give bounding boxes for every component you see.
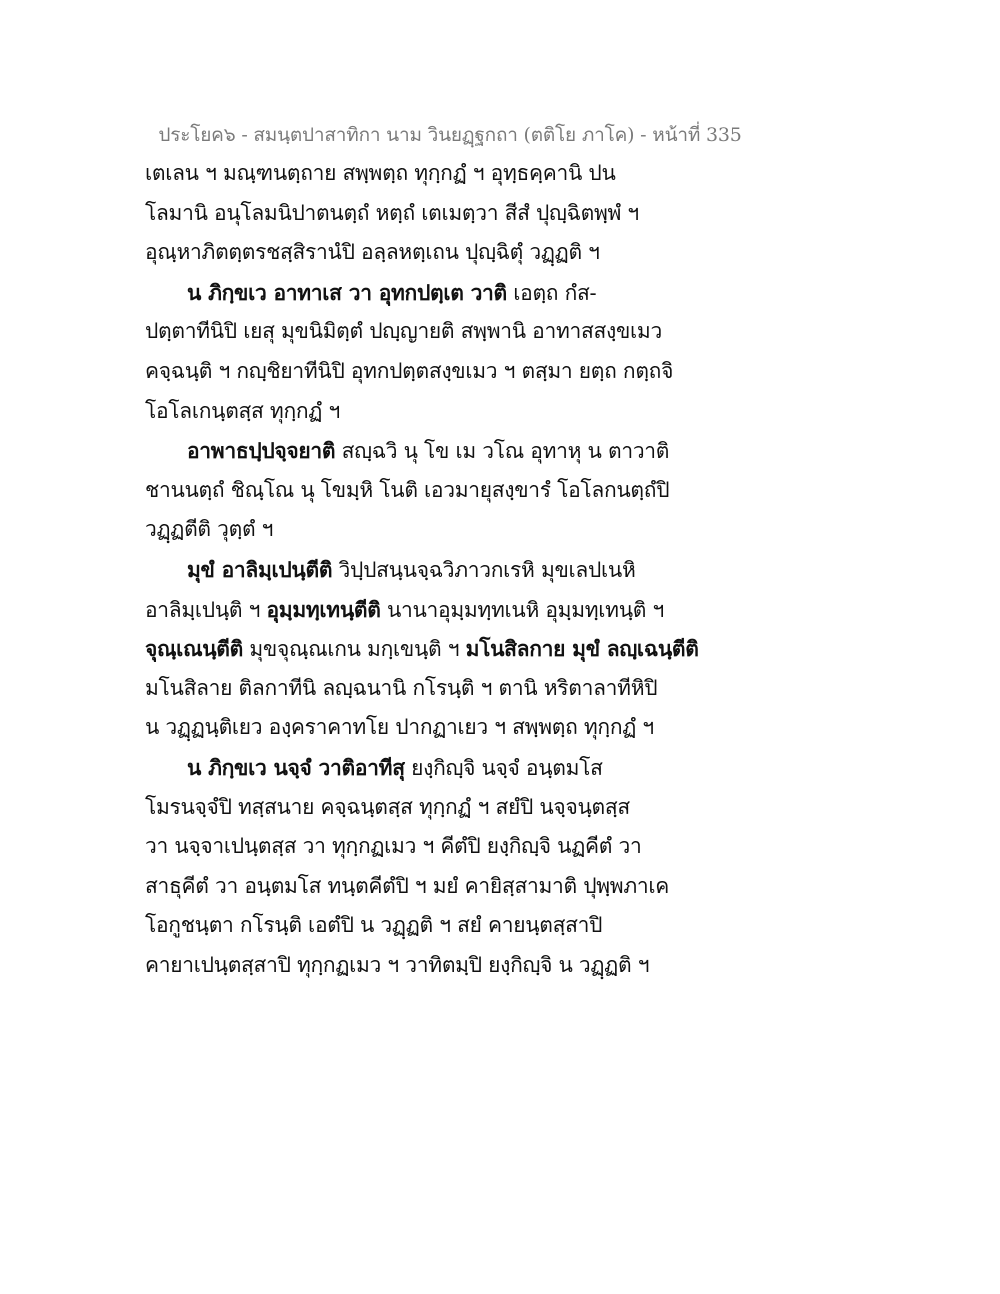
text-line: [145, 867, 675, 907]
bold-term: จุณฺเณนฺตีติ: [145, 636, 243, 662]
text-run: ปตฺตาทีนิปิ เยสุ มุขนิมิตฺตํ ปญฺญายติ สพฺพานิ อาทาสสงฺขเมว: [145, 319, 662, 344]
text-line: [145, 194, 675, 234]
text-run: โลมานิ อนุโลมนิปาตนตฺถํ หตฺถํ เตเมตฺวา สีสํ ปุญฺฉิตพฺพํ ฯ: [145, 200, 639, 225]
text-run: อุณฺหาภิตตฺตรชสฺสิรานํปิ อลฺลหตฺเถน ปุญฺฉิตุํ วฏฺฏติ ฯ: [145, 240, 600, 265]
text-line: [145, 471, 675, 511]
text-run: โอโลเกนฺตสฺส ทุกฺกฏํ ฯ: [145, 398, 340, 423]
text-run: อาลิมฺเปนฺติ ฯ: [145, 597, 267, 622]
text-line: [145, 154, 675, 194]
text-line: [145, 590, 675, 630]
bold-term: มุขํ อาลิมฺเปนฺตีติ: [187, 556, 333, 582]
running-header: ประโยค๖ - สมนฺตปาสาทิกา นาม วินยฏฺฐกถา (ตติโย ภาโค) - หน้าที่ 335: [158, 124, 742, 146]
bold-term: น ภิกฺขเว อาทาเส วา อุทกปตฺเต วาติ: [187, 279, 507, 305]
text-run: เอตฺถ กํส-: [506, 280, 597, 305]
text-run: นานาอุมฺมทฺทเนหิ อุมฺมทฺเทนฺติ ฯ: [380, 597, 664, 622]
text-line: [145, 392, 675, 432]
bold-term: อุมฺมทฺเทนฺตีติ: [266, 596, 381, 622]
text-run: สญฺฉวิ นุ โข เม วโณ อุทาหุ น ตาวาติ: [335, 439, 670, 464]
body-text: [145, 154, 699, 985]
text-line: [145, 352, 675, 392]
text-run: วฏฺฏตีติ วุตฺตํ ฯ: [145, 517, 274, 542]
text-run: วา นจฺจาเปนฺตสฺส วา ทุกฺกฏเมว ฯ คีตํปิ ยงฺกิญฺจิ นฏคีตํ วา: [145, 834, 642, 859]
text-line: [145, 629, 699, 669]
text-run: มโนสิลาย ติลกาทีนิ ลญฺฉนานิ กโรนฺติ ฯ ตานิ หริตาลาทีหิปิ: [145, 675, 658, 700]
text-line: [145, 906, 675, 946]
text-line: [145, 946, 675, 986]
text-run: ชานนตฺถํ ชิณฺโณ นุ โขมฺหิ โนติ เอวมายุสงฺขารํ โอโลกนตฺถํปิ: [145, 477, 670, 502]
text-run: น วฏฺฏนฺติเยว องฺคราคาทโย ปากฏาเยว ฯ สพฺพตฺถ ทุกฺกฏํ ฯ: [145, 715, 654, 740]
text-run: วิปฺปสนฺนจฺฉวิภาวกเรหิ มุขเลปเนหิ: [332, 557, 636, 582]
text-line: [145, 788, 675, 828]
bold-term: มโนสิลกาย มุขํ ลญฺเฉนฺตีติ: [465, 636, 699, 662]
paragraph-first-line: [145, 550, 675, 590]
paragraph-first-line: [145, 748, 675, 788]
text-line: [145, 510, 675, 550]
text-line: [145, 708, 675, 748]
text-run: สาธุคีตํ วา อนฺตมโส ทนฺตคีตํปิ ฯ มยํ คายิสฺสามาติ ปุพฺพภาเค: [145, 873, 669, 898]
text-line: [145, 233, 675, 273]
text-run: โอกูชนฺตา กโรนฺติ เอตํปิ น วฏฺฏติ ฯ สยํ คายนฺตสฺสาปิ: [145, 913, 603, 938]
text-line: [145, 312, 675, 352]
text-line: [145, 827, 675, 867]
text-run: ยงฺกิญฺจิ นจฺจํ อนฺตมโส: [404, 755, 603, 780]
bold-term: น ภิกฺขเว นจฺจํ วาติอาทีสุ: [187, 754, 405, 780]
text-run: โมรนจฺจํปิ ทสฺสนาย คจฺฉนฺตสฺส ทุกฺกฏํ ฯ สยํปิ นจฺจนฺตสฺส: [145, 794, 630, 819]
text-run: มุขจุณฺณเกน มกฺเขนฺติ ฯ: [242, 637, 466, 662]
paragraph-first-line: [145, 431, 675, 471]
bold-term: อาพาธปฺปจฺจยาติ: [187, 438, 336, 464]
paragraph-first-line: [145, 273, 675, 313]
text-run: คายาเปนฺตสฺสาปิ ทุกฺกฏเมว ฯ วาทิตมฺปิ ยงฺกิญฺจิ น วฏฺฏติ ฯ: [145, 952, 650, 977]
text-run: คจฺฉนฺติ ฯ กญฺชิยาทีนิปิ อุทกปตฺตสงฺขเมว ฯ ตสฺมา ยตฺถ กตฺถจิ: [145, 358, 674, 383]
text-run: เตเลน ฯ มณฺฑนตฺถาย สพฺพตฺถ ทุกฺกฏํ ฯ อุทฺธคฺคานิ ปน: [145, 161, 616, 185]
text-line: [145, 669, 675, 709]
